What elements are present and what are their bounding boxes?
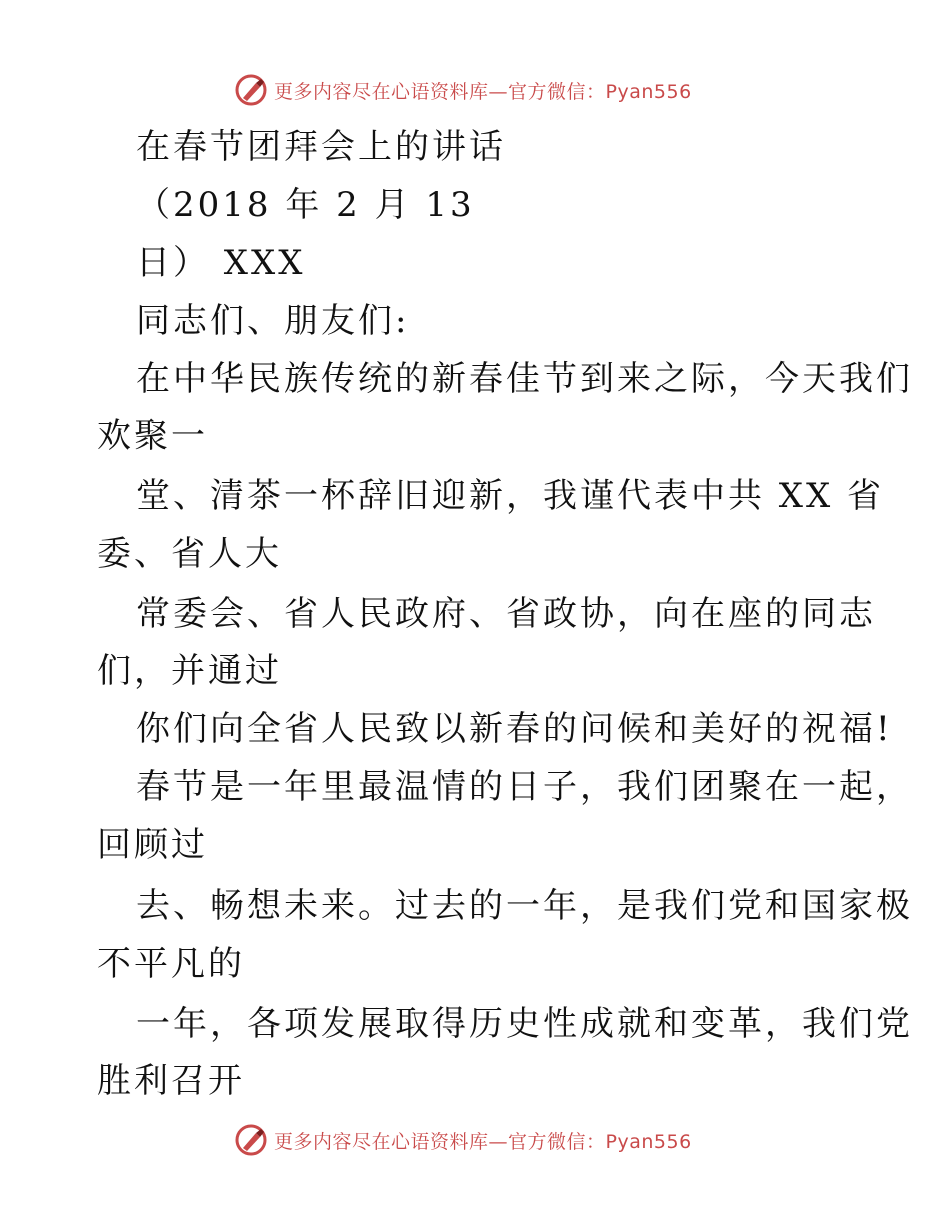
salutation: 同志们、朋友们: [136,301,410,341]
header-watermark [234,70,692,110]
document-line: 们，并通过 [97,651,282,691]
pen-logo-icon [234,1123,268,1157]
document-title: 在春节团拜会上的讲话 [136,127,506,167]
footer-watermark [234,1120,692,1160]
document-line: 春节是一年里最温情的日子，我们团聚在一起， [136,767,913,807]
document-line: 一年，各项发展取得历史性成就和变革，我们党 [136,1004,913,1044]
document-line: 胜利召开 [97,1061,245,1101]
footer-watermark-text: 更多内容尽在心语资料库—官方微信：Pyan556 [274,1130,692,1153]
document-line: 日） XXX [136,243,306,283]
header-watermark-text: 更多内容尽在心语资料库—官方微信：Pyan556 [274,80,692,103]
document-line: 堂、清茶一杯辞旧迎新，我谨代表中共 XX 省 [136,476,885,516]
pen-logo-icon [234,73,268,107]
document-line: 去、畅想未来。过去的一年，是我们党和国家极 [136,886,913,926]
document-line: 委、省人大 [97,534,282,574]
document-line: 你们向全省人民致以新春的问候和美好的祝福! [136,709,893,749]
document-line: 欢聚一 [97,416,208,456]
document-line: 回顾过 [97,825,208,865]
document-line: （2018 年 2 月 13 [136,185,475,225]
document-line: 常委会、省人民政府、省政协，向在座的同志 [136,594,876,634]
document-line: 不平凡的 [97,944,245,984]
document-line: 在中华民族传统的新春佳节到来之际，今天我们 [136,359,913,399]
